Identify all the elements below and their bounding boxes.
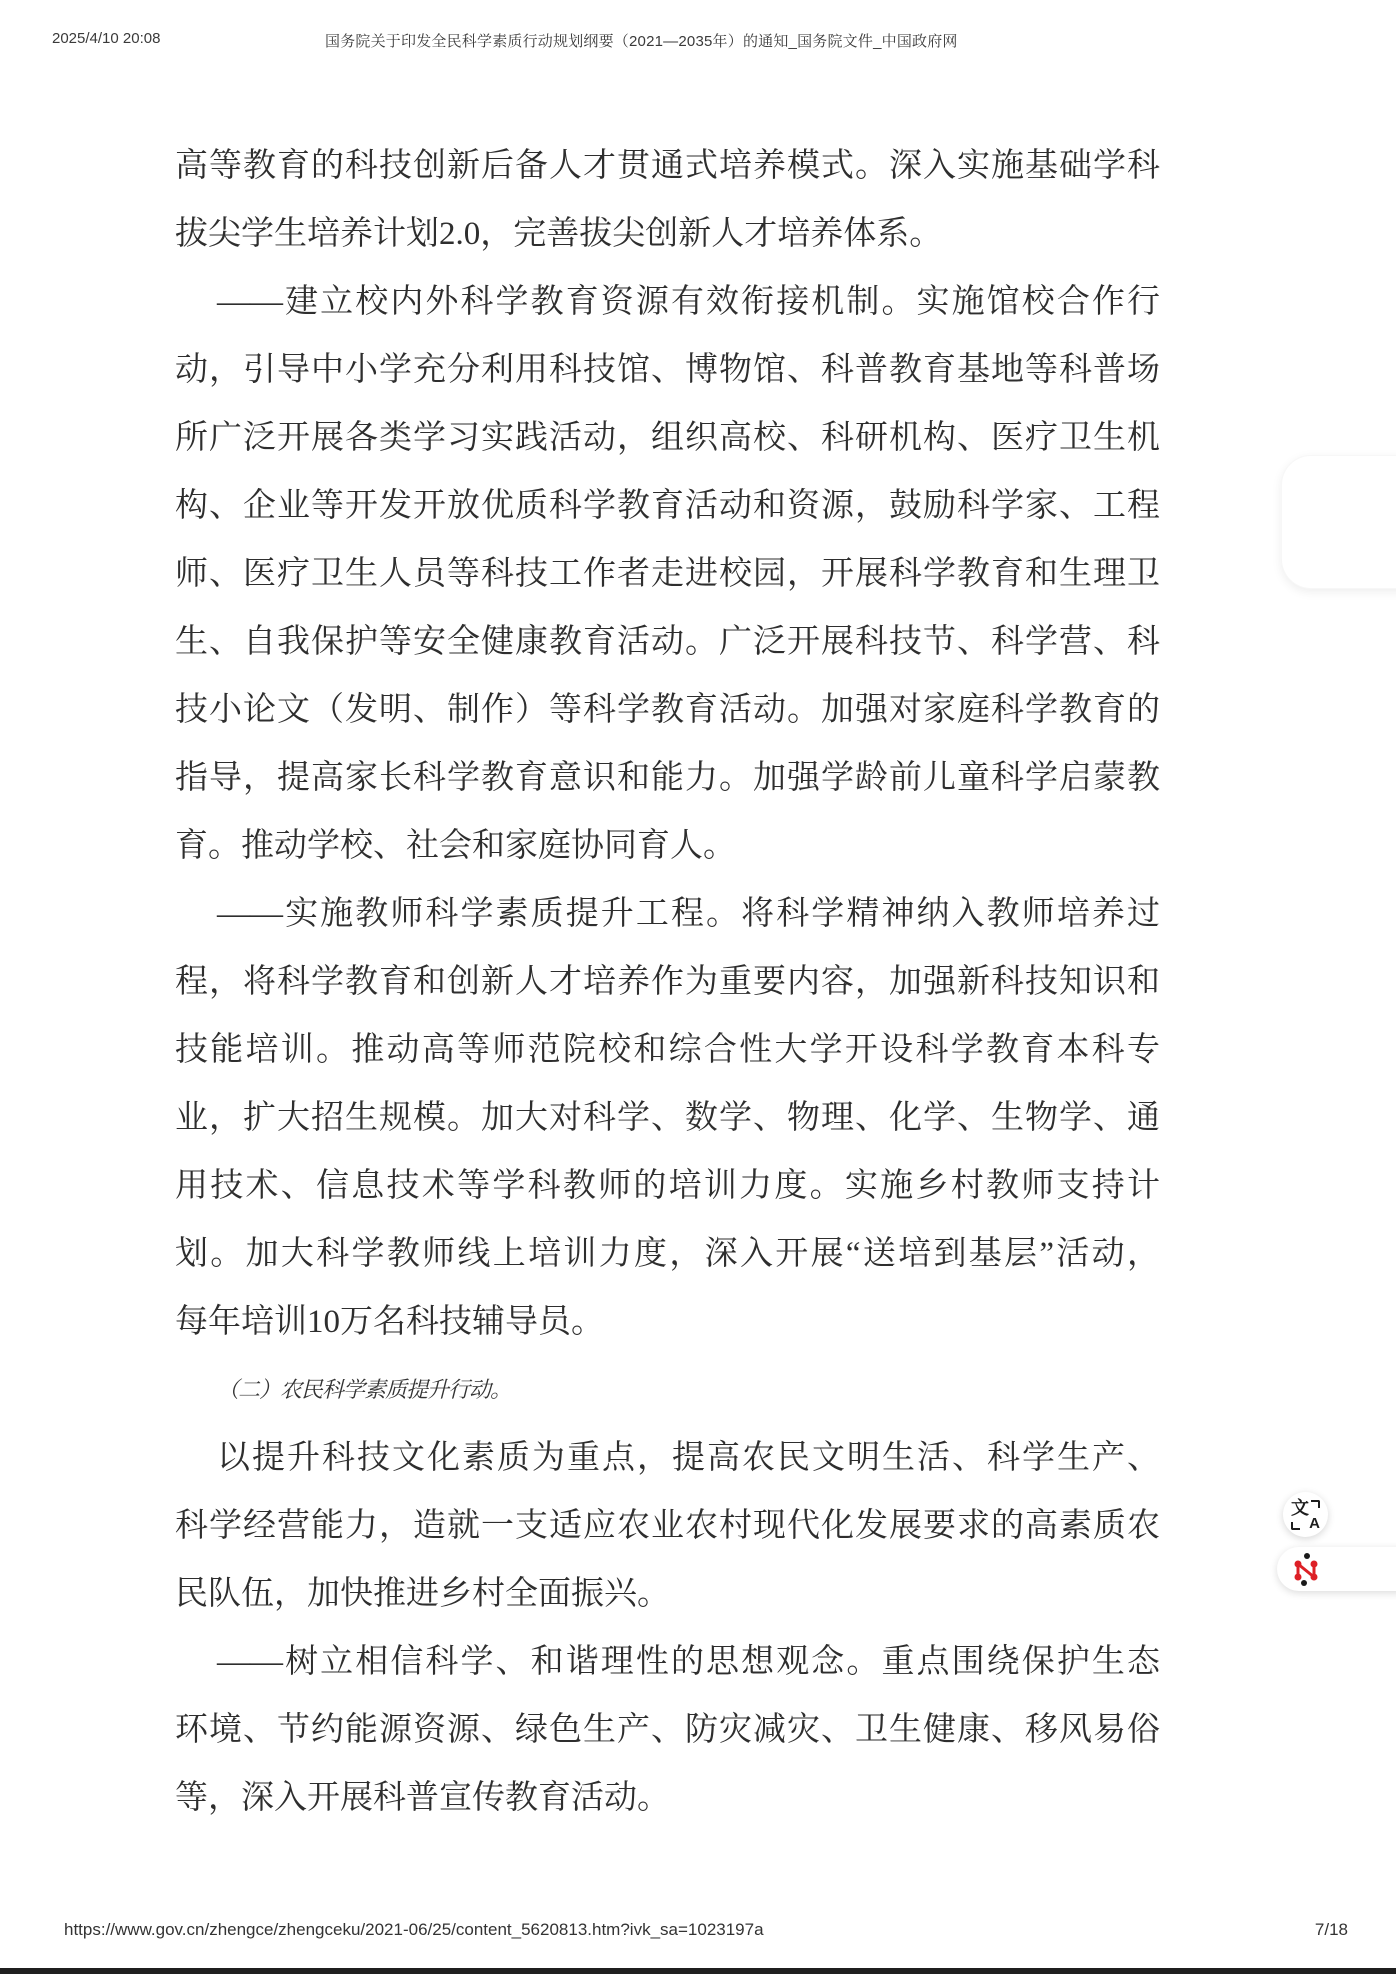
document-line: 拔尖学生培养计划2.0，完善拔尖创新人才培养体系。 [175,216,943,252]
document-line: 程，将科学教育和创新人才培养作为重要内容，加强新科技知识和 [175,964,1160,1000]
footer-url: https://www.gov.cn/zhengce/zhengceku/2021-06/25/content_5620813.htm?ivk_sa=1023197a [64,1920,764,1939]
document-subheading: （二）农民科学素质提升行动。 [217,1377,512,1402]
document-line: 所广泛开展各类学习实践活动，组织高校、科研机构、医疗卫生机 [175,420,1160,456]
document-line: 用技术、信息技术等学科教师的培训力度。实施乡村教师支持计 [175,1168,1160,1204]
document-line: ——树立相信科学、和谐理性的思想观念。重点围绕保护生态 [217,1644,1160,1680]
document-line: ——实施教师科学素质提升工程。将科学精神纳入教师培养过 [217,896,1160,932]
document-line: 划。加大科学教师线上培训力度，深入开展“送培到基层”活动， [175,1236,1160,1272]
header-title: 国务院关于印发全民科学素质行动规划纲要（2021—2035年）的通知_国务院文件_中国政府网 [325,33,958,50]
floating-card [1281,455,1396,589]
document-line: 师、医疗卫生人员等科技工作者走进校园，开展科学教育和生理卫 [175,556,1160,592]
page-indicator: 7/18 [1314,1920,1348,1939]
header-datetime: 2025/4/10 20:08 [52,30,161,47]
document-line: 科学经营能力，造就一支适应农业农村现代化发展要求的高素质农 [175,1508,1160,1544]
document-line: 每年培训10万名科技辅导员。 [175,1304,604,1340]
document-line: 生、自我保护等安全健康教育活动。广泛开展科技节、科学营、科 [175,624,1160,660]
document-line: 等，深入开展科普宣传教育活动。 [175,1780,670,1816]
extension-logo-icon [1292,1552,1320,1587]
document-line: 高等教育的科技创新后备人才贯通式培养模式。深入实施基础学科 [175,148,1160,184]
document-line: 指导，提高家长科学教育意识和能力。加强学龄前儿童科学启蒙教 [175,760,1160,796]
document-line: 技能培训。推动高等师范院校和综合性大学开设科学教育本科专 [175,1032,1160,1068]
document-line: 育。推动学校、社会和家庭协同育人。 [175,828,736,864]
extension-button[interactable] [1277,1547,1396,1591]
translate-icon: 文 [1291,1498,1309,1518]
document-line: 动，引导中小学充分利用科技馆、博物馆、科普教育基地等科普场 [175,352,1160,388]
bottom-edge-bar [0,1968,1396,1974]
document-line: 业，扩大招生规模。加大对科学、数学、物理、化学、生物学、通 [175,1100,1160,1136]
document-line: 环境、节约能源资源、绿色生产、防灾减灾、卫生健康、移风易俗 [175,1712,1160,1748]
translate-icon-latin: A [1309,1515,1320,1532]
document-line: 以提升科技文化素质为重点，提高农民文明生活、科学生产、 [217,1440,1160,1476]
translate-icon-bracket [1311,1500,1320,1508]
document-line: 民队伍，加快推进乡村全面振兴。 [175,1576,670,1612]
translate-button[interactable] [1283,1492,1328,1537]
translate-icon-bracket [1291,1522,1300,1530]
document-line: ——建立校内外科学教育资源有效衔接机制。实施馆校合作行 [217,284,1160,320]
document-line: 技小论文（发明、制作）等科学教育活动。加强对家庭科学教育的 [175,692,1160,728]
document-line: 构、企业等开发开放优质科学教育活动和资源，鼓励科学家、工程 [175,488,1160,524]
document-text-block [175,132,1160,1832]
